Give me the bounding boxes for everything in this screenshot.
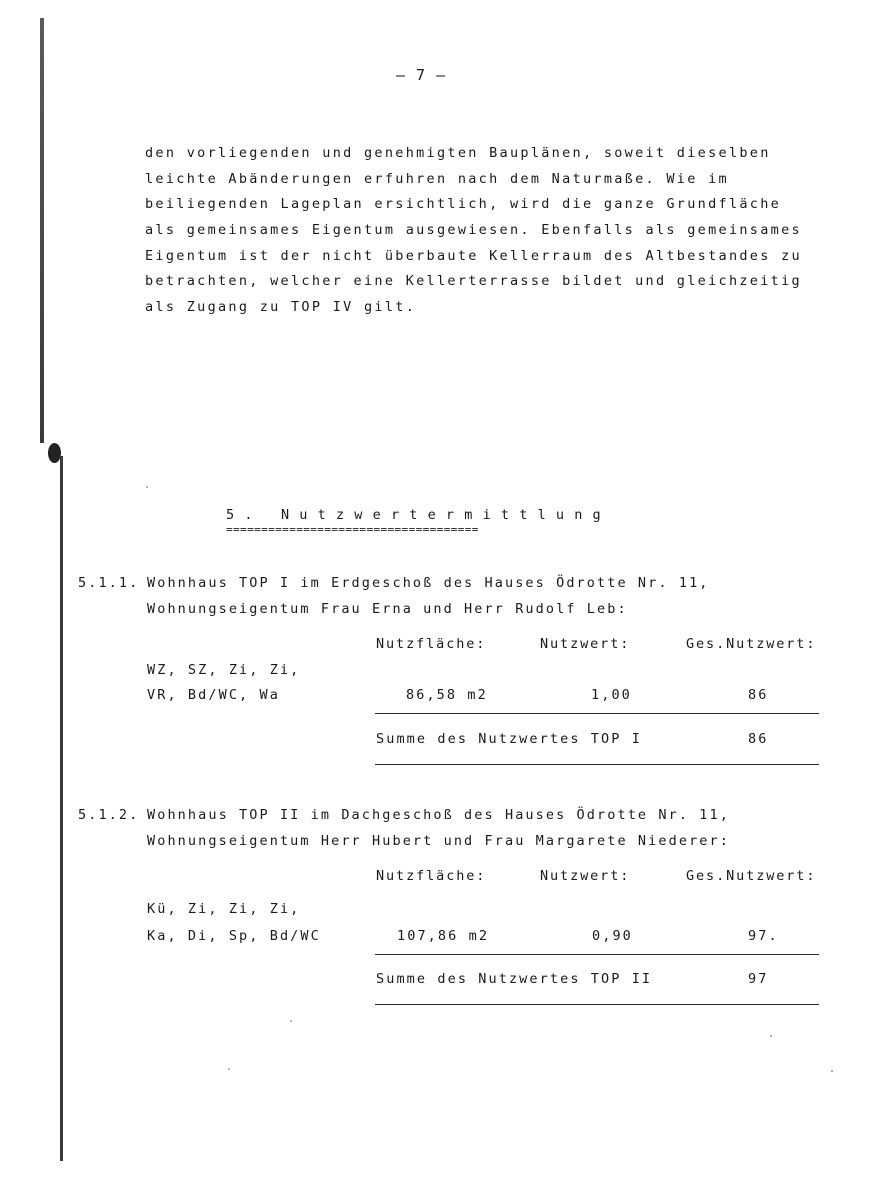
section-title: Wohnhaus TOP II im Dachgeschoß des Hauses Ödrotte Nr. 11, (147, 807, 730, 823)
usage-value: 0,90 (592, 928, 633, 944)
sum-value: 97 (748, 971, 769, 987)
heading-underline: ==================================== (226, 523, 479, 536)
rooms-line: Ka, Di, Sp, Bd/WC (147, 928, 321, 944)
area-value: 86,58 m2 (406, 687, 488, 703)
rooms-line: Kü, Zi, Zi, Zi, (147, 901, 301, 917)
binder-edge-line (40, 18, 44, 443)
paragraph-line: den vorliegenden und genehmigten Bauplänen, soweit dieselben (145, 145, 771, 161)
column-header-area: Nutzfläche: (376, 636, 487, 652)
paragraph-line: betrachten, welcher eine Kellerterrasse bildet und gleichzeitig (145, 273, 802, 289)
section-heading: 5. Nutzwertermittlung (226, 507, 611, 523)
section-title: Wohnhaus TOP I im Erdgeschoß des Hauses Ödrotte Nr. 11, (147, 575, 710, 591)
scan-speck (290, 1020, 292, 1022)
paragraph-line: beiliegenden Lageplan ersichtlich, wird die ganze Grundfläche (145, 196, 782, 212)
paragraph-line: als gemeinsames Eigentum ausgewiesen. Ebenfalls als gemeinsames (145, 222, 802, 238)
table-rule (375, 713, 819, 714)
table-rule (375, 764, 819, 765)
scan-speck (146, 486, 148, 488)
rooms-line: VR, Bd/WC, Wa (147, 687, 280, 703)
column-header-total: Ges.Nutzwert: (686, 868, 817, 884)
paragraph-line: als Zugang zu TOP IV gilt. (145, 299, 417, 315)
table-rule (375, 954, 819, 955)
scan-speck (228, 1068, 230, 1070)
total-value: 97. (748, 928, 779, 944)
column-header-value: Nutzwert: (540, 636, 631, 652)
page-number: – 7 – (396, 66, 447, 84)
paragraph-line: Eigentum ist der nicht überbaute Kellerraum des Altbestandes zu (145, 248, 802, 264)
section-owners: Wohnungseigentum Frau Erna und Herr Rudolf Leb: (147, 601, 628, 617)
rooms-line: WZ, SZ, Zi, Zi, (147, 662, 301, 678)
section-number: 5.1.2. (78, 807, 140, 823)
section-number: 5.1.1. (78, 575, 140, 591)
area-value: 107,86 m2 (397, 928, 490, 944)
paragraph-line: leichte Abänderungen erfuhren nach dem Naturmaße. Wie im (145, 171, 729, 187)
scan-speck (770, 1035, 772, 1037)
section-owners: Wohnungseigentum Herr Hubert und Frau Margarete Niederer: (147, 833, 730, 849)
column-header-area: Nutzfläche: (376, 868, 487, 884)
table-rule (375, 1004, 819, 1005)
binder-edge-line-lower (60, 456, 63, 1161)
usage-value: 1,00 (591, 687, 632, 703)
total-value: 86 (748, 687, 769, 703)
column-header-value: Nutzwert: (540, 868, 631, 884)
sum-label: Summe des Nutzwertes TOP I (376, 731, 642, 747)
scan-speck (831, 1070, 833, 1072)
sum-value: 86 (748, 731, 769, 747)
sum-label: Summe des Nutzwertes TOP II (376, 971, 653, 987)
column-header-total: Ges.Nutzwert: (686, 636, 817, 652)
